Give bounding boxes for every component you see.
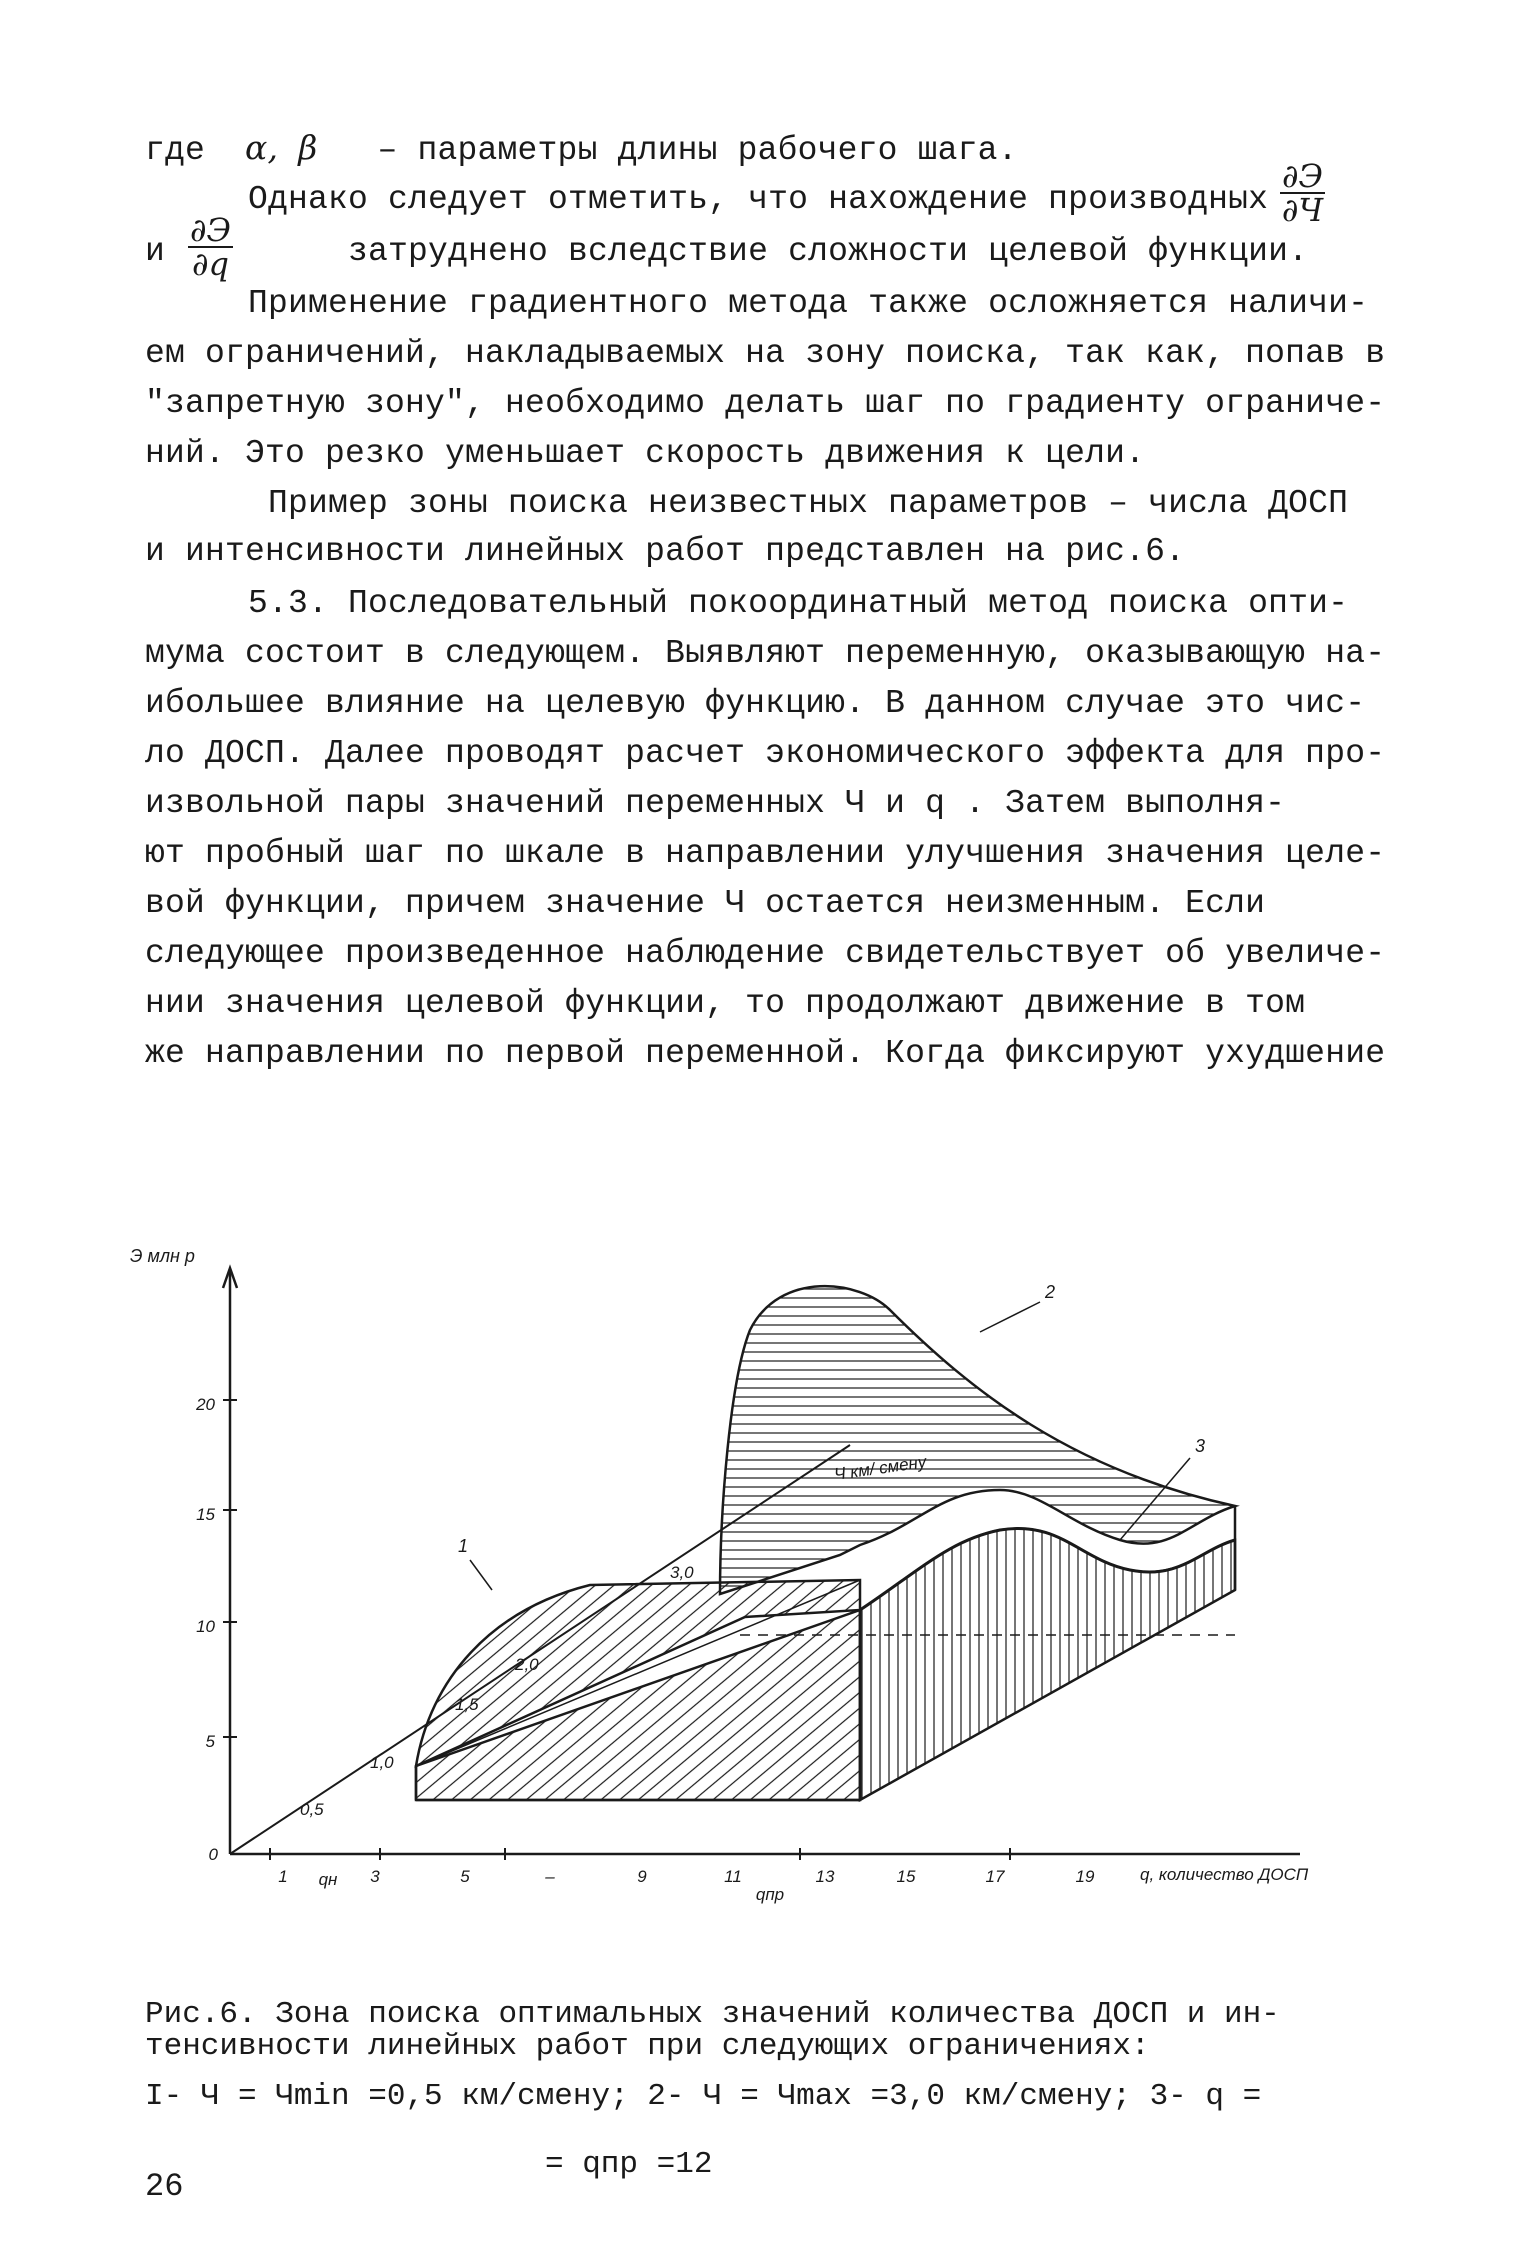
text-line-15: ют пробный шаг по шкале в направлении улучшения значения целе-: [145, 835, 1386, 872]
x-tick-label: 17: [985, 1867, 1005, 1886]
x-tick-label: 13: [815, 1867, 835, 1886]
text-line-9: и интенсивности линейных работ представлен на рис.6.: [145, 533, 1186, 570]
text-line-11: мума состоит в следующем. Выявляют переменную, оказывающую на-: [145, 635, 1386, 672]
diag-tick-label: 2,0: [515, 1655, 539, 1674]
x-tick-label: 15: [896, 1867, 916, 1886]
x-tick-label: –: [545, 1867, 555, 1886]
text-line-14: извольной пары значений переменных Ч и q . Затем выполня-: [145, 785, 1286, 822]
text-line-8: Пример зоны поиска неизвестных параметров – числа ДОСП: [268, 485, 1349, 522]
curve-label-3: 3: [1195, 1436, 1206, 1456]
diag-tick-label: 3,0: [670, 1563, 694, 1582]
text-line-5: ем ограничений, накладываемых на зону поиска, так как, попав в: [145, 335, 1386, 372]
y-axis-label: Э млн р: [130, 1246, 195, 1266]
derivative-dE-dY: [1280, 157, 1325, 229]
leader-line-1: [470, 1560, 492, 1590]
text-line-12: ибольшее влияние на целевую функцию. В данном случае это чис-: [145, 685, 1366, 722]
figure-caption-line-4: = qпр =12: [545, 2147, 713, 2182]
page-number: 26: [145, 2168, 184, 2205]
figure-caption-line-2: тенсивности линейных работ при следующих ограничениях:: [145, 2029, 1150, 2064]
fraction-numerator: ∂Э: [1282, 157, 1324, 195]
y-tick-label: 15: [196, 1505, 215, 1524]
diag-axis-label: Ч км/ смену: [832, 1452, 928, 1484]
text-line-1: [145, 128, 1018, 171]
beta-symbol: β: [298, 128, 318, 167]
text-line-10: 5.3. Последовательный покоординатный метод поиска опти-: [248, 585, 1349, 622]
y-tick-label: 10: [196, 1617, 215, 1636]
x-tick-label: 19: [1075, 1867, 1095, 1886]
figure-caption-line-3: I- Ч = Чmin =0,5 км/смену; 2- Ч = Чmax =3,0 км/смену; 3- q =: [145, 2079, 1262, 2114]
alpha-symbol: α,: [245, 128, 279, 167]
text-line-19: же направлении по первой переменной. Когда фиксируют ухудшение: [145, 1035, 1386, 1072]
curve-label-2: 2: [1045, 1282, 1056, 1302]
text-line-13: ло ДОСП. Далее проводят расчет экономического эффекта для про-: [145, 735, 1386, 772]
fraction-numerator: ∂Э: [190, 211, 232, 249]
x-axis-label: q, количество ДОСП: [1140, 1865, 1309, 1884]
text-line-3: [145, 232, 165, 272]
text-line-6: "запретную зону", необходимо делать шаг по градиенту ограниче-: [145, 385, 1386, 422]
text-where: где: [145, 132, 206, 169]
q-pr-label: qпр: [755, 1885, 785, 1904]
search-zone-figure: [120, 1240, 1380, 1920]
text-and: и: [145, 233, 166, 270]
figure-caption-line-1: Рис.6. Зона поиска оптимальных значений количества ДОСП и ин-: [145, 1997, 1280, 2032]
text-line-7: ний. Это резко уменьшает скорость движения к цели.: [145, 435, 1146, 472]
fraction-denominator: ∂Ч: [1281, 191, 1324, 229]
x-tick-label: 9: [637, 1867, 647, 1886]
q-min-label: qн: [318, 1870, 338, 1889]
text-params: – параметры длины рабочего шага.: [377, 132, 1018, 169]
x-tick-label: 11: [724, 1867, 742, 1886]
fraction-denominator: ∂q: [192, 245, 230, 283]
y-tick-label: 5: [205, 1732, 215, 1751]
text-line-2: Однако следует отметить, что нахождение производных: [248, 181, 1269, 218]
text-line-18: нии значения целевой функции, то продолжают движение в том: [145, 985, 1306, 1022]
derivative-dE-dq: [188, 211, 233, 283]
diag-tick-label: 0,5: [300, 1800, 324, 1819]
diag-tick-label: 1,0: [370, 1753, 394, 1772]
x-tick-label: 5: [460, 1867, 470, 1886]
diag-tick-label: 1,5: [455, 1695, 479, 1714]
y-tick-label: 20: [196, 1395, 215, 1414]
x-tick-label: 3: [370, 1867, 380, 1886]
origin-label: 0: [208, 1845, 218, 1864]
x-tick-label: 1: [278, 1867, 288, 1886]
text-line-16: вой функции, причем значение Ч остается неизменным. Если: [145, 885, 1266, 922]
text-line-17: следующее произведенное наблюдение свидетельствует об увеличе-: [145, 935, 1386, 972]
curve-label-1: 1: [458, 1536, 469, 1556]
text-line-4: Применение градиентного метода также осложняется наличи-: [248, 285, 1369, 322]
text-line-3b: затруднено вследствие сложности целевой функции.: [348, 233, 1309, 270]
leader-line-2: [980, 1302, 1040, 1332]
